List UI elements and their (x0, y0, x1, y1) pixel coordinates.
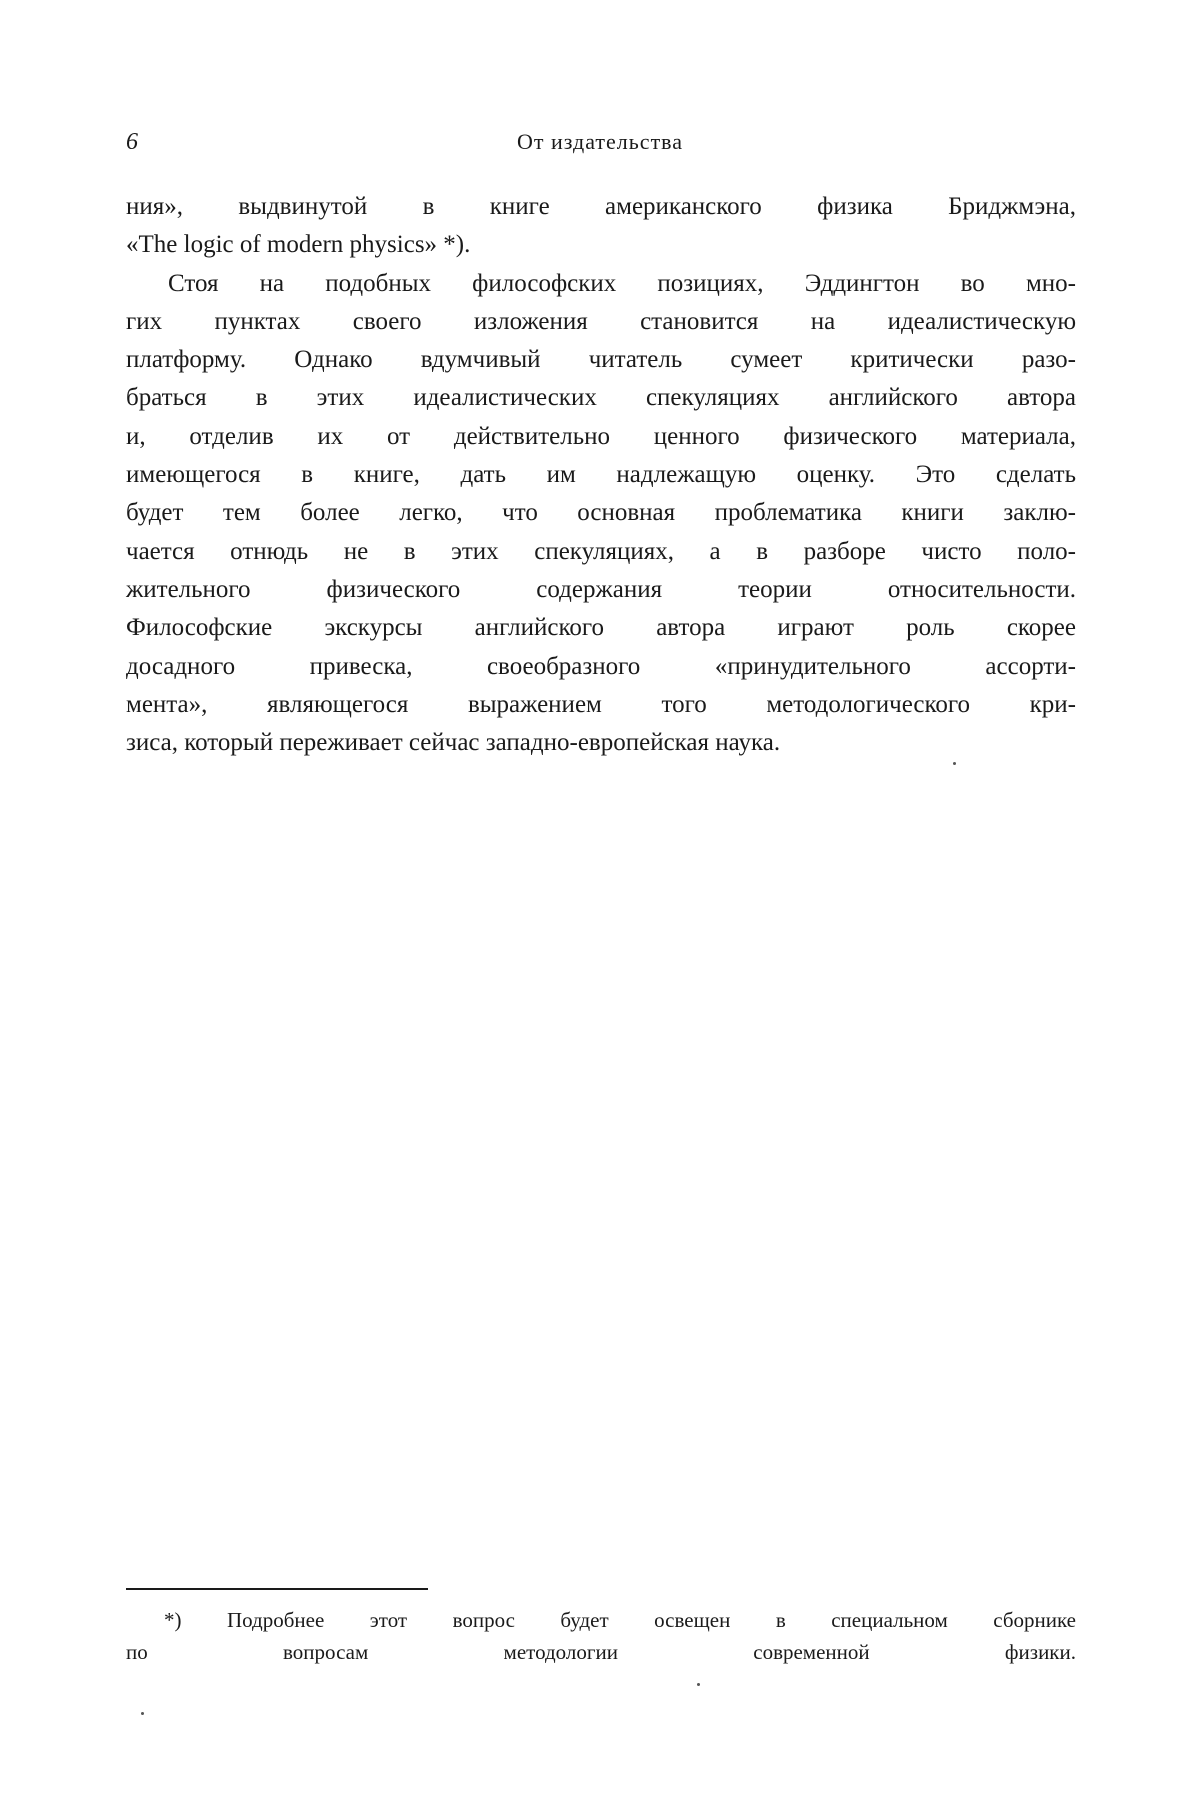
main-text (126, 188, 1076, 762)
scan-speck (953, 762, 956, 765)
text-line: жительного физического содержания теории относительности. (126, 575, 1076, 603)
page-number: 6 (126, 129, 138, 155)
paragraph (126, 265, 1076, 763)
text-line: «The logic of modern physics» *). (126, 231, 471, 259)
scan-speck (697, 1683, 700, 1686)
text-line: платформу. Однако вдумчивый читатель сумеет критически разо- (126, 346, 1076, 374)
scan-speck (141, 1712, 144, 1715)
text-line: Стоя на подобных философских позициях, Эддингтон во мно- (168, 269, 1076, 297)
text-line: браться в этих идеалистических спекуляциях английского автора (126, 384, 1076, 412)
footnote-divider (126, 1588, 428, 1590)
text-line: ния», выдвинутой в книге американского физика Бриджмэна, (126, 193, 1076, 220)
text-line: гих пунктах своего изложения становится на идеалистическую (126, 307, 1076, 335)
footnote-line: *) Подробнее этот вопрос будет освещен в специальном сборнике (164, 1608, 1076, 1632)
footnote-line: по вопросам методологии современной физики. (126, 1640, 1076, 1664)
running-head: От издательства (516, 129, 684, 154)
text-line: чается отнюдь не в этих спекуляциях, а в разборе чисто поло- (126, 537, 1076, 565)
paragraph-continuation (126, 188, 1076, 265)
text-line: будет тем более легко, что основная проблематика книги заклю- (126, 499, 1076, 527)
text-line: мента», являющегося выражением того методологического кри- (126, 690, 1076, 718)
text-line: и, отделив их от действительно ценного физического материала, (126, 422, 1076, 450)
text-line: имеющегося в книге, дать им надлежащую оценку. Это сделать (126, 461, 1076, 489)
footnote (126, 1604, 1076, 1668)
text-line: досадного привеска, своеобразного «принудительного ассорти- (126, 652, 1076, 680)
text-line: зиса, который переживает сейчас западно-европейская наука. (126, 729, 781, 757)
text-line: Философские экскурсы английского автора играют роль скорее (126, 614, 1076, 642)
